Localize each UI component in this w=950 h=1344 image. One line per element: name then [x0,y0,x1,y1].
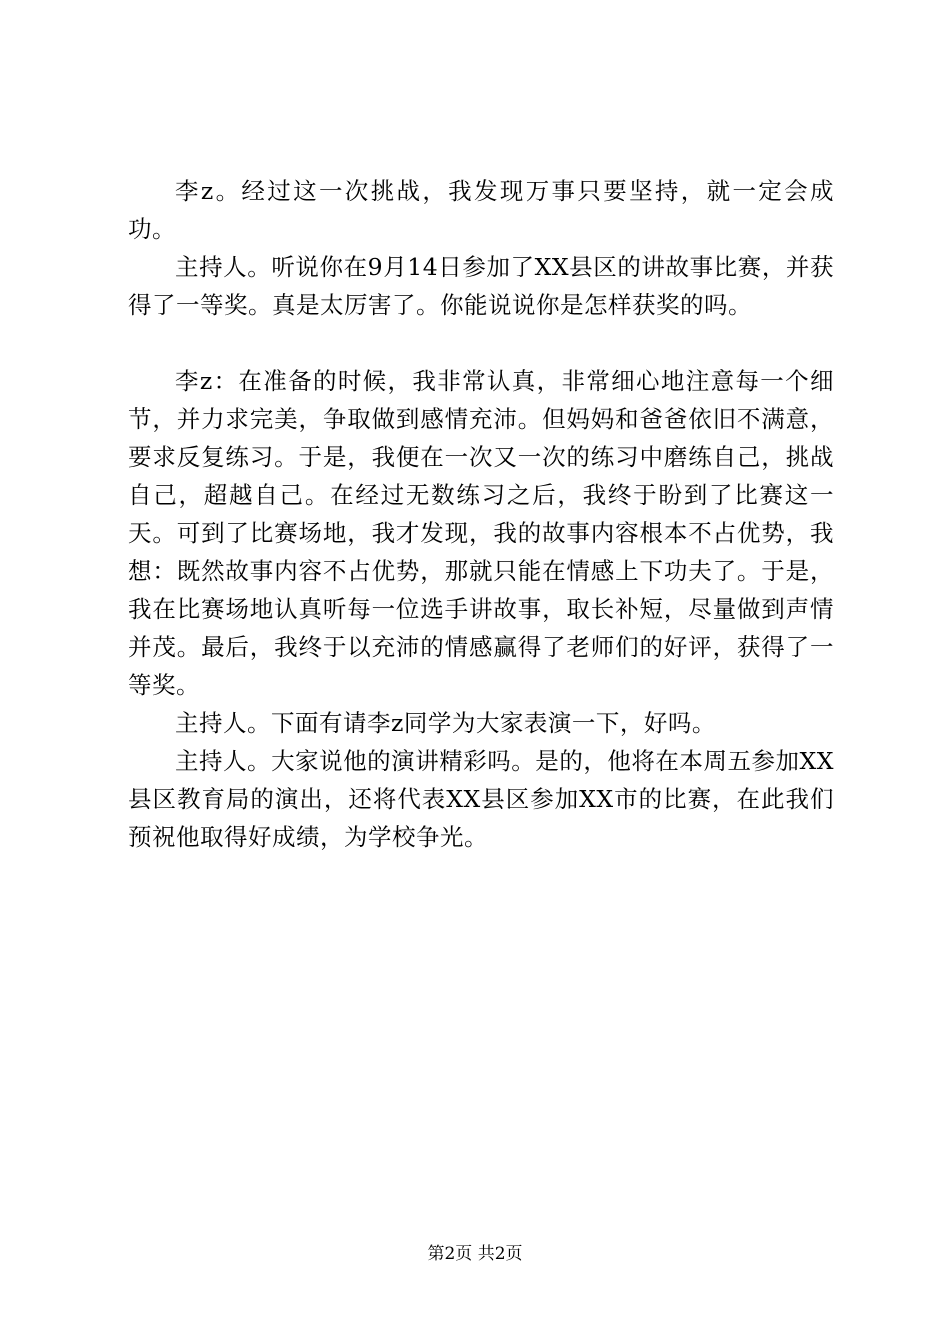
paragraph-4: 主持人。下面有请李z同学为大家表演一下，好吗。 [175,709,716,737]
paragraph-3: 李z：在准备的时候，我非常认真，非常细心地注意每一个细节，并力求完美，争取做到感情充沛。但妈妈和爸爸依旧不满意，要求反复练习。于是，我便在一次又一次的练习中磨练自己，挑战自己，超越自己。在经过无数练习之后，我终于盼到了比赛这一天。可到了比赛场地，我才发现，我的故事内容根本不占优势，我想：既然故事内容不占优势，那就只能在情感上下功夫了。于是，我在比赛场地认真听每一位选手讲故事，取长补短，尽量做到声情并茂。最后，我终于以充沛的情感赢得了老师们的好评，获得了一等奖。 [128,367,834,699]
paragraph-2: 主持人。听说你在9月14日参加了XX县区的讲故事比赛，并获得了一等奖。真是太厉害了。你能说说你是怎样获奖的吗。 [128,253,834,319]
paragraph-5: 主持人。大家说他的演讲精彩吗。是的，他将在本周五参加XX县区教育局的演出，还将代表XX县区参加XX市的比赛，在此我们预祝他取得好成绩，为学校争光。 [128,747,834,851]
paragraph-1: 李z。经过这一次挑战，我发现万事只要坚持，就一定会成功。 [128,177,834,243]
document-body [128,172,834,856]
page-number-footer: 第2页 共2页 [427,1244,523,1264]
